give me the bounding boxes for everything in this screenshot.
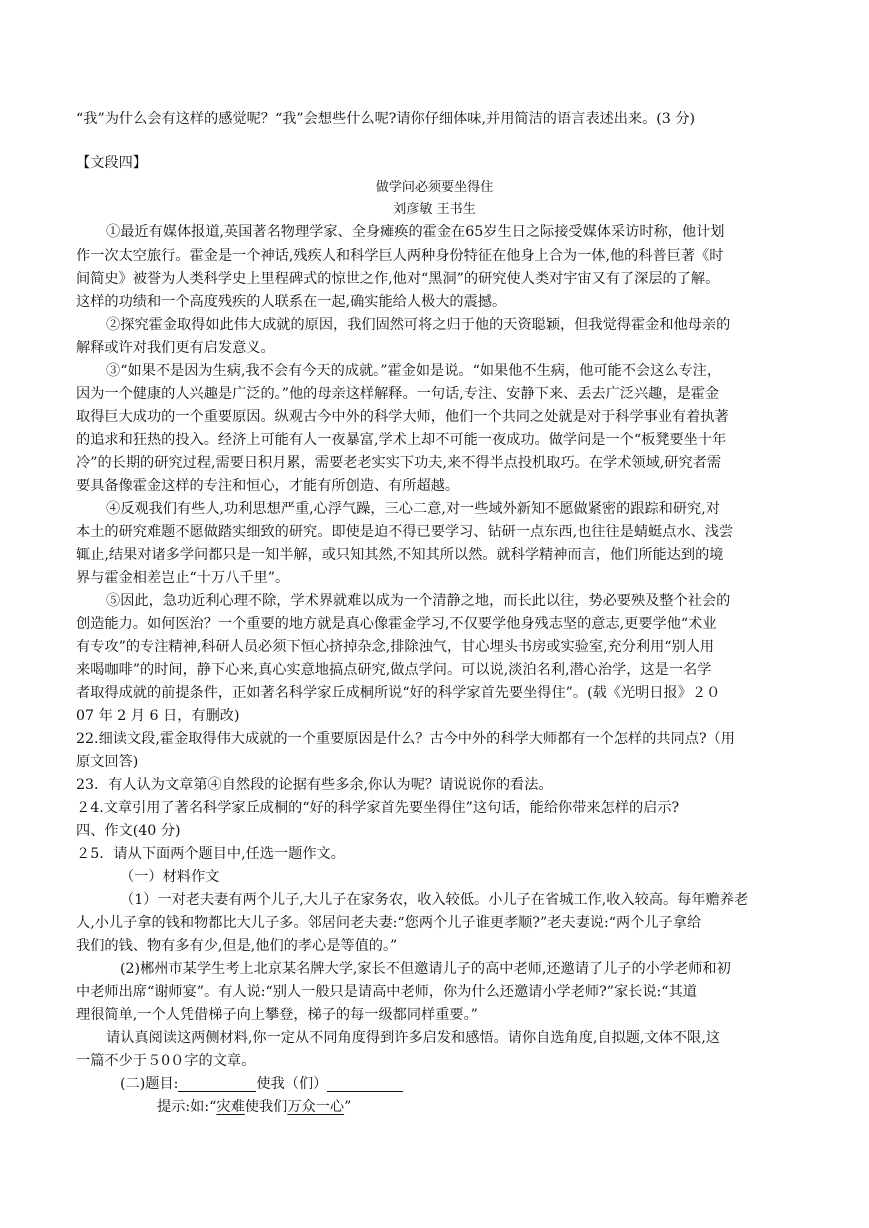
material-line: 理很简单,一个人凭借梯子向上攀登，梯子的每一级都同样重要。” [76,1007,478,1023]
hint-line [157,1096,351,1118]
hint-word-1: 灾难 [216,1099,245,1115]
question-25: ２5．请从下面两个题目中,任选一题作文。 [76,846,345,862]
paragraph-line: 间简史》被誉为人类科学史上里程碑式的惊世之作,他对“黑洞”的研究使人类对宇宙又有了深层的了解。 [76,271,720,287]
paragraph-line: 07 年 2 月 6 日，有删改) [76,708,240,724]
paragraph-line: 本土的研究难题不愿做踏实细致的研究。即使是迫不得已要学习、钻研一点东西,也往往是蜻蜓点水、浅尝 [76,524,734,540]
option-2-line [120,1073,403,1095]
paragraph-line: 要具备像霍金这样的专注和恒心，才能有所创造、有所超越。 [76,478,460,494]
article-title: 做学问必须要坐得住 [375,180,494,195]
paragraph-line: 冷”的长期的研究过程,需要日积月累，需要老老实实下功夫,来不得半点投机取巧。在学术领域,研究者需 [76,455,722,471]
paragraph-line: 作一次太空旅行。霍金是一个神话,残疾人和科学巨人两种身份特征在他身上合为一体,他的科普巨著《时 [76,248,724,264]
paragraph-line: 界与霍金相差岂止“十万八千里”。 [76,570,290,586]
paragraph-line: 取得巨大成功的一个重要原因。纵观古今中外的科学大师，他们一个共同之处就是对于科学事业有着执著 [76,409,729,425]
article-authors: 刘彦敏 王书生 [393,202,476,217]
option-2-prefix: (二)题目: [120,1076,179,1092]
question-22: 22.细读文段,霍金取得伟大成就的一个重要原因是什么？古今中外的科学大师都有一个怎样的共同点?（用 [76,731,735,747]
material-line: 一篇不少于５0０字的文章。 [76,1053,256,1069]
hint-word-2: 万众一心 [287,1099,345,1115]
question-22-continued: 原文回答) [76,754,139,770]
paragraph-line: ④反观我们有些人,功利思想严重,心浮气躁，三心二意,对一些域外新知不愿做紧密的跟踪和研究,对 [106,501,720,517]
paragraph-line: ⑤因此，急功近利心理不除，学术界就难以成为一个清静之地，而长此以往，势必要殃及整个社会的 [106,593,731,609]
paragraph-line: 这样的功绩和一个高度残疾的人联系在一起,确实能给人极大的震撼。 [76,294,507,310]
option-1-label: （一）材料作文 [120,869,220,885]
question-23: 23．有人认为文章第④自然段的论据有些多余,你认为呢？请说说你的看法。 [76,777,553,793]
question-24: ２4.文章引用了著名科学家丘成桐的“好的科学家首先要坐得住”这句话，能给你带来怎样的启示? [76,800,680,816]
paragraph-line: ③“如果不是因为生病,我不会有今天的成就。”霍金如是说。“如果他不生病，他可能不会这么专注， [106,363,722,379]
paragraph-line: 的追求和狂热的投入。经济上可能有人一夜暴富,学术上却不可能一夜成功。做学问是一个“板凳要坐十年 [76,432,727,448]
paragraph-line: 者取得成就的前提条件，正如著名科学家丘成桐所说“好的科学家首先要坐得住”。(载《光明日报》２０ [76,685,721,701]
paragraph-line: 有专攻”的专注精神,科研人员必须下恒心挤掉杂念,排除浊气，甘心埋头书房或实验室,充分利用“别人用 [76,639,715,655]
section-label: 【文段四】 [76,155,147,171]
paragraph-line: ①最近有媒体报道,英国著名物理学家、全身瘫痪的霍金在65岁生日之际接受媒体采访时称，他计划 [106,224,725,240]
material-line: 人,小儿子拿的钱和物都比大儿子多。邻居问老夫妻:“您两个儿子谁更孝顺?”老夫妻说:“两个儿子拿给 [76,915,702,931]
title-blank-1[interactable] [178,1075,256,1092]
option-2-middle: 使我（们） [256,1076,328,1092]
material-line: 我们的钱、物有多有少,但是,他们的孝心是等值的。” [76,938,398,954]
paragraph-line: 创造能力。如何医治？一个重要的地方就是真心像霍金学习,不仅要学他身残志坚的意志,更要学他“术业 [76,616,717,632]
material-line: （1）一对老夫妻有两个儿子,大儿子在家务农，收入较低。小儿子在省城工作,收入较高。每年赡养老 [120,892,749,908]
paragraph-line: 解释或许对我们更有启发意义。 [76,340,275,356]
title-blank-2[interactable] [327,1075,403,1092]
hint-middle: 使我们 [244,1099,288,1115]
paragraph-line: ②探究霍金取得如此伟大成就的原因，我们固然可将之归于他的天资聪颖，但我觉得霍金和他母亲的 [106,317,731,333]
paragraph-line: 辄止,结果对诸多学问都只是一知半解，或只知其然,不知其所以然。就科学精神而言，他们所能达到的境 [76,547,724,563]
hint-suffix: ” [344,1099,352,1115]
intro-question: “我”为什么会有这样的感觉呢？“我”会想些什么呢?请你仔细体味,并用简洁的语言表述出来。(3 分) [76,111,696,127]
material-line: (2)郴州市某学生考上北京某名牌大学,家长不但邀请儿子的高中老师,还邀请了儿子的小学老师和初 [120,961,731,977]
paragraph-line: 来喝咖啡”的时间，静下心来,真心实意地搞点研究,做点学问。可以说,淡泊名利,潜心治学，这是一名学 [76,662,712,678]
material-line: 中老师出席“谢师宴”。有人说:“别人一般只是请高中老师，你为什么还邀请小学老师?”家长说:“其道 [76,984,697,1000]
material-line: 请认真阅读这两侧材料,你一定从不同角度得到许多启发和感悟。请你自选角度,自拟题,文体不限,这 [106,1030,720,1046]
hint-prefix: 提示:如:“ [157,1099,217,1115]
paragraph-line: 因为一个健康的人兴趣是广泛的。”他的母亲这样解释。一句话,专注、安静下来、丢去广泛兴趣，是霍金 [76,386,720,402]
writing-heading: 四、作文(40 分) [76,823,181,839]
